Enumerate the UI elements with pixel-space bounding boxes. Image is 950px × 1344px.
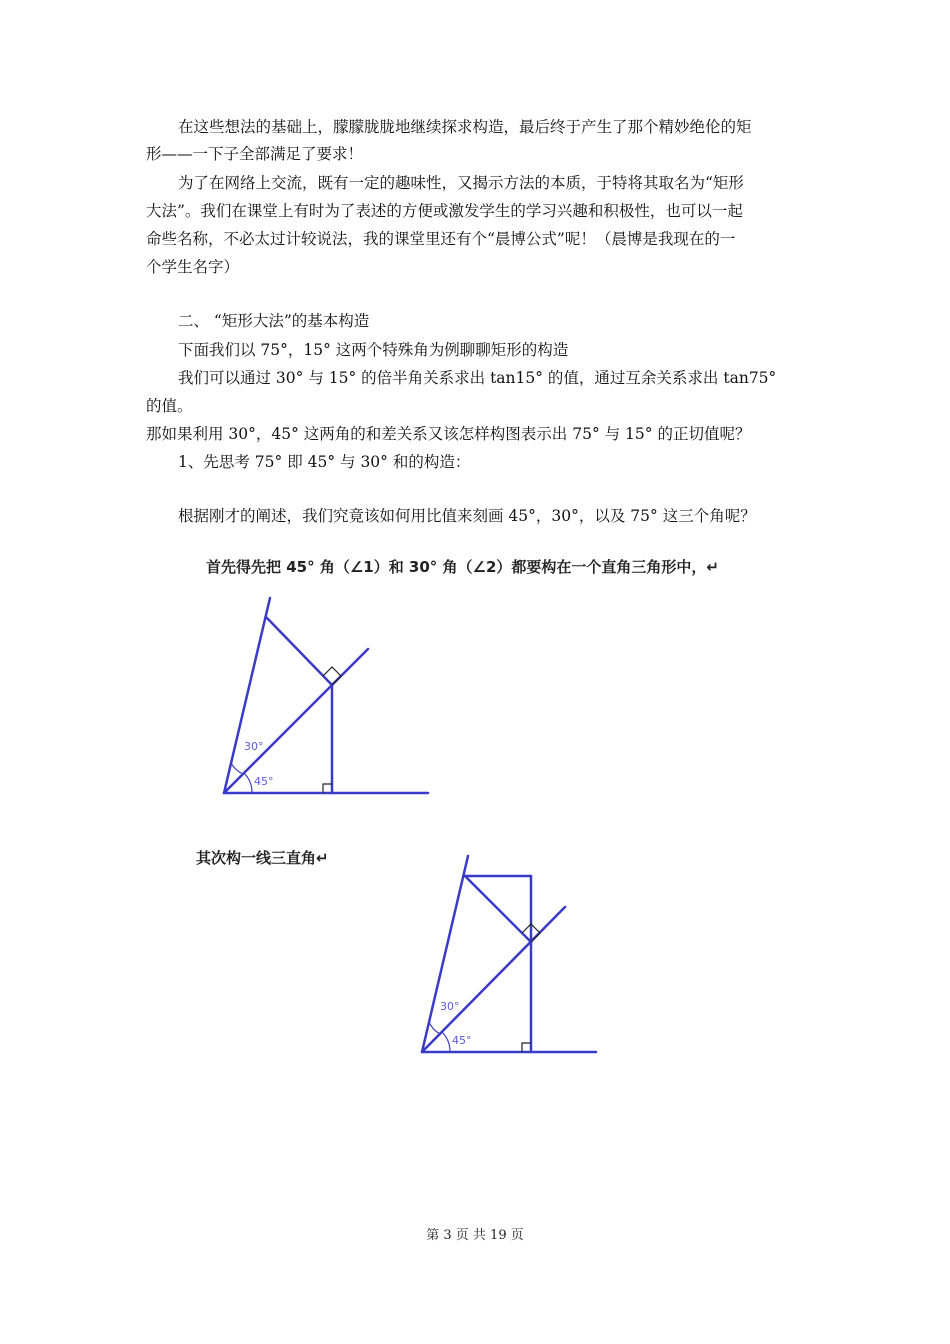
page-footer: 第 3 页 共 19 页	[426, 1228, 524, 1243]
figure2-caption: 其次构一线三直角↵	[196, 849, 329, 867]
fig2-angle-arc-lower	[442, 1032, 450, 1052]
fig1-label-30: 30°	[244, 740, 264, 753]
paragraph-line-5: 命些名称，不必太过计较说法，我的课堂里还有个“晨博公式”呢！（晨博是我现在的一	[146, 230, 736, 248]
paragraph-line-1: 在这些想法的基础上，朦朦胧胧地继续探求构造，最后终于产生了那个精妙绝伦的矩	[178, 118, 752, 136]
paragraph-line-11: 1、先思考 75° 即 45° 与 30° 和的构造：	[178, 453, 471, 471]
paragraph-line-3: 为了在网络上交流，既有一定的趣味性，又揭示方法的本质，于特将其取名为“矩形	[178, 174, 744, 192]
paragraph-line-9: 的值。	[146, 397, 193, 415]
fig2-angle-arc-upper	[429, 1022, 440, 1034]
fig2-right-angle-lower	[522, 1043, 531, 1052]
fig2-label-30: 30°	[440, 1000, 460, 1013]
fig2-perpendicular	[465, 876, 531, 942]
fig1-right-angle-lower	[323, 784, 332, 793]
fig2-ray-45	[422, 907, 565, 1052]
paragraph-line-2: 形——一下子全部满足了要求！	[146, 145, 364, 163]
fig1-ray-45	[224, 649, 368, 793]
figure1-caption: 首先得先把 45° 角（∠1）和 30° 角（∠2）都要构在一个直角三角形中，↵	[206, 558, 719, 576]
fig1-angle-arc-upper	[231, 763, 243, 774]
fig1-angle-arc-lower	[244, 773, 252, 793]
paragraph-line-8: 我们可以通过 30° 与 15° 的倍半角关系求出 tan15° 的值，通过互余关系求出 tan75°	[178, 369, 777, 387]
paragraph-line-10: 那如果利用 30°，45° 这两角的和差关系又该怎样构图表示出 75° 与 15° 的正切值呢？	[146, 425, 751, 443]
paragraph-line-4: 大法”。我们在课堂上有时为了表述的方便或激发学生的学习兴趣和积极性，也可以一起	[146, 202, 743, 220]
figure2-diagram	[410, 850, 610, 1065]
fig1-label-45: 45°	[254, 775, 274, 788]
figure1-diagram	[210, 590, 440, 810]
fig1-right-angle-upper	[323, 667, 341, 685]
fig2-label-45: 45°	[452, 1034, 472, 1047]
paragraph-line-7: 下面我们以 75°，15° 这两个特殊角为例聊聊矩形的构造	[178, 341, 569, 359]
paragraph-line-6: 个学生名字）	[146, 258, 240, 276]
fig1-perpendicular	[267, 618, 332, 685]
section-heading: 二、 “矩形大法”的基本构造	[178, 312, 370, 330]
paragraph-line-12: 根据刚才的阐述，我们究竟该如何用比值来刻画 45°，30°，以及 75° 这三个角呢？	[178, 507, 756, 525]
